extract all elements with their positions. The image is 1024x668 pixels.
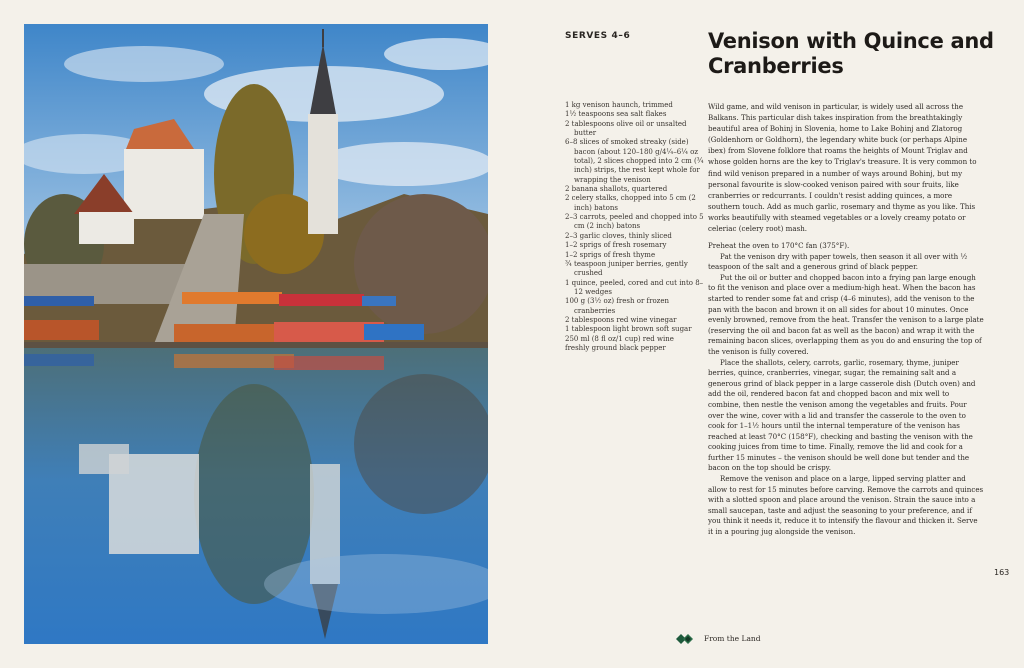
intro-paragraph: Wild game, and wild venison in particular, is widely used all across the Balkans. This particular dish takes inspiration from the breathtakingly beautiful area of Bohinj in Slovenia, home to Lake Bohinj and Zlatorog (Goldenhorn or Goldhorn), the legendary white buck (or perhaps Alpine ibex) from Slovene folklore that roams the heights of Mount Triglav and whose golden horns are the key to Triglav's treasure. It is very common to find wild venison prepared in a number of ways around Bohinj, but my personal favourite is slow-cooked venison paired with sour fruits, like cranberries or redcurrants. I couldn't resist adding quinces, a more southern touch. Add as much garlic, rosemary and thyme as you like. This works beautifully with steamed vegetables or a lovely creamy potato or celeriac (celery root) mash. xyxy=(708,102,977,234)
section-footer xyxy=(676,632,761,644)
method-step: Put the oil or butter and chopped bacon into a frying pan large enough to fit the venison and place over a medium-high heat. When the bacon has started to render some fat and crisp (4–6 minutes), add the venison to the pan with the bacon and brown it on all sides for about 10 minutes. Once evenly browned, remove from the heat. Transfer the venison to a large plate (reserving the oil and bacon fat as well as the bacon) and wrap it with the remaining bacon slices, overlapping them as you do and ensuring the top of the venison is fully covered. xyxy=(708,272,984,356)
ingredient-item: 6–8 slices of smoked streaky (side) bacon (about 120–180 g/4¼–6¼ oz total), 2 slices chopped into 2 cm (¾ inch) strips, the rest kept whole for wrapping the venison xyxy=(565,138,704,184)
method-step: Preheat the oven to 170°C fan (375°F). xyxy=(708,241,850,250)
ingredient-item: 1 tablespoon light brown soft sugar xyxy=(565,325,692,334)
lake-church-photo xyxy=(24,24,488,644)
method-step: Place the shallots, celery, carrots, garlic, rosemary, thyme, juniper berries, quince, cranberries, vinegar, sugar, the remaining salt and a generous grind of black pepper in a large casserole dish (Dutch oven) and add the oil, rendered bacon fat and chopped bacon and mix well to combine, then nestle the venison among the vegetables and fruits. Pour over the wine, cover with a lid and transfer the casserole to the oven to cook for 1–1½ hours until the internal temperature of the venison has reached at least 70°C (158°F), checking and basting the venison with the cooking juices from time to time. Finally, remove the lid and cook for a further 15 minutes – the venison should be well done but tender and the bacon on the top should be crispy. xyxy=(708,357,976,473)
ingredient-item: 1–2 sprigs of fresh rosemary xyxy=(565,241,667,250)
ingredient-item: 1½ teaspoons sea salt flakes xyxy=(565,110,667,119)
ingredient-item: 2–3 garlic cloves, thinly sliced xyxy=(565,231,672,240)
method-section xyxy=(708,241,984,538)
ingredient-item: 2 tablespoons olive oil or unsalted butter xyxy=(565,119,687,138)
ingredient-item: 2 celery stalks, chopped into 5 cm (2 inch) batons xyxy=(565,194,696,212)
ingredient-item: 100 g (3½ oz) fresh or frozen cranberries xyxy=(565,297,670,315)
ingredient-item: 1 kg venison haunch, trimmed xyxy=(565,101,673,109)
ingredient-item: 2 banana shallots, quartered xyxy=(565,185,668,194)
ingredient-item: 2 tablespoons red wine vinegar xyxy=(565,315,677,324)
serves-label: SERVES 4–6 xyxy=(565,31,631,41)
method-step: Remove the venison and place on a large, lipped serving platter and allow to rest for 15 minutes before carving. Remove the carrots and quinces with a slotted spoon and place around the venison. Strain the sauce into a small saucepan, taste and adjust the seasoning to your preference, and if you think it needs it, reduce it to intensify the flavour and thicken it. Serve it in a pouring jug alongside the venison. xyxy=(708,474,984,537)
ingredient-item: 1 quince, peeled, cored and cut into 8–12 wedges xyxy=(565,278,704,296)
ingredient-item: ¾ teaspoon juniper berries, gently crushed xyxy=(565,259,688,278)
ingredient-item: freshly ground black pepper xyxy=(565,343,666,352)
ingredient-item: 1–2 sprigs of fresh thyme xyxy=(565,250,656,259)
diamond-ornament-icon xyxy=(676,629,698,648)
section-name: From the Land xyxy=(704,633,761,643)
recipe-title: Venison with Quince and Cranberries xyxy=(708,29,994,78)
ingredient-item: 250 ml (8 fl oz/1 cup) red wine xyxy=(565,334,674,343)
method-step: Pat the venison dry with paper towels, then season it all over with ½ teaspoon of the salt and a generous grind of black pepper. xyxy=(708,251,968,272)
page-number: 163 xyxy=(994,568,1010,577)
ingredient-item: 2–3 carrots, peeled and chopped into 5 cm (2 inch) batons xyxy=(565,213,704,231)
ingredients-list xyxy=(565,101,705,353)
